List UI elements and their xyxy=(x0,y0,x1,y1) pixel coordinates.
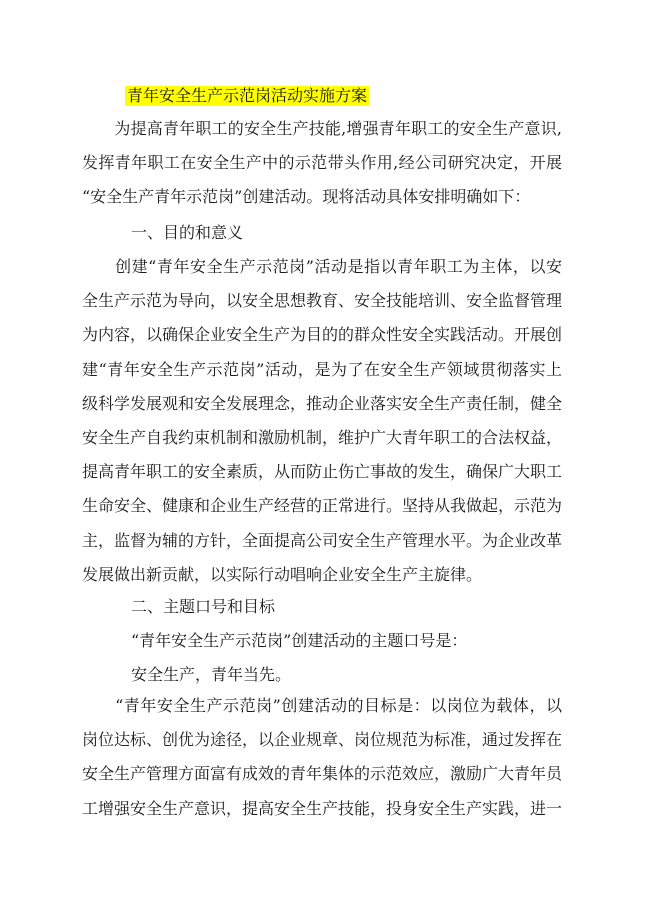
section-1-line: 发展做出新贡献，以实际行动唱响企业安全生产主旋律。 xyxy=(82,564,483,584)
slogan-text: 安全生产，青年当先。 xyxy=(131,665,292,684)
goal-paragraph xyxy=(82,689,562,826)
goal-line: 岗位达标、创优为途径，以企业规章、岗位规范为标准，通过发挥在 xyxy=(82,730,563,750)
goal-line: 工增强安全生产意识，提高安全生产技能，投身安全生产实践，进一 xyxy=(82,798,563,818)
intro-line: 为提高青年职工的安全生产技能,增强青年职工的安全生产意识, xyxy=(82,119,562,138)
section-1-heading: 一、目的和意义 xyxy=(131,223,244,242)
slogan-intro: “青年安全生产示范岗”创建活动的主题口号是： xyxy=(131,631,468,650)
section-1-paragraph xyxy=(82,250,562,592)
intro-paragraph xyxy=(82,112,562,215)
section-1-line: 安全生产自我约束机制和激励机制，维护广大青年职工的合法权益， xyxy=(82,427,563,447)
section-1-line: 级科学发展观和安全发展理念，推动企业落实安全生产责任制，健全 xyxy=(82,393,563,413)
section-1-line: 主，监督为辅的方针，全面提高公司安全生产管理水平。为企业改革 xyxy=(82,530,563,550)
intro-line: 发挥青年职工在安全生产中的示范带头作用,经公司研究决定，开展 xyxy=(82,153,562,173)
goal-line: “青年安全生产示范岗”创建活动的目标是：以岗位为载体，以 xyxy=(82,696,562,715)
section-1-line: 创建“青年安全生产示范岗”活动是指以青年职工为主体，以安 xyxy=(82,257,562,276)
section-1-line: 为内容，以确保企业安全生产为目的的群众性安全实践活动。开展创 xyxy=(82,325,563,345)
section-1-line: 建“青年安全生产示范岗”活动，是为了在安全生产领域贯彻落实上 xyxy=(82,359,562,379)
section-1-line: 生命安全、健康和企业生产经营的正常进行。坚持从我做起，示范为 xyxy=(82,496,563,516)
section-1-line: 全生产示范为导向，以安全思想教育、安全技能培训、安全监督管理 xyxy=(82,291,563,311)
section-1-line: 提高青年职工的安全素质，从而防止伤亡事故的发生，确保广大职工 xyxy=(82,462,563,482)
goal-line: 安全生产管理方面富有成效的青年集体的示范效应，激励广大青年员 xyxy=(82,764,563,784)
section-2-heading: 二、主题口号和目标 xyxy=(131,597,276,616)
intro-line: “安全生产青年示范岗”创建活动。现将活动具体安排明确如下： xyxy=(82,187,531,207)
document-title: 青年安全生产示范岗活动实施方案 xyxy=(127,86,368,105)
